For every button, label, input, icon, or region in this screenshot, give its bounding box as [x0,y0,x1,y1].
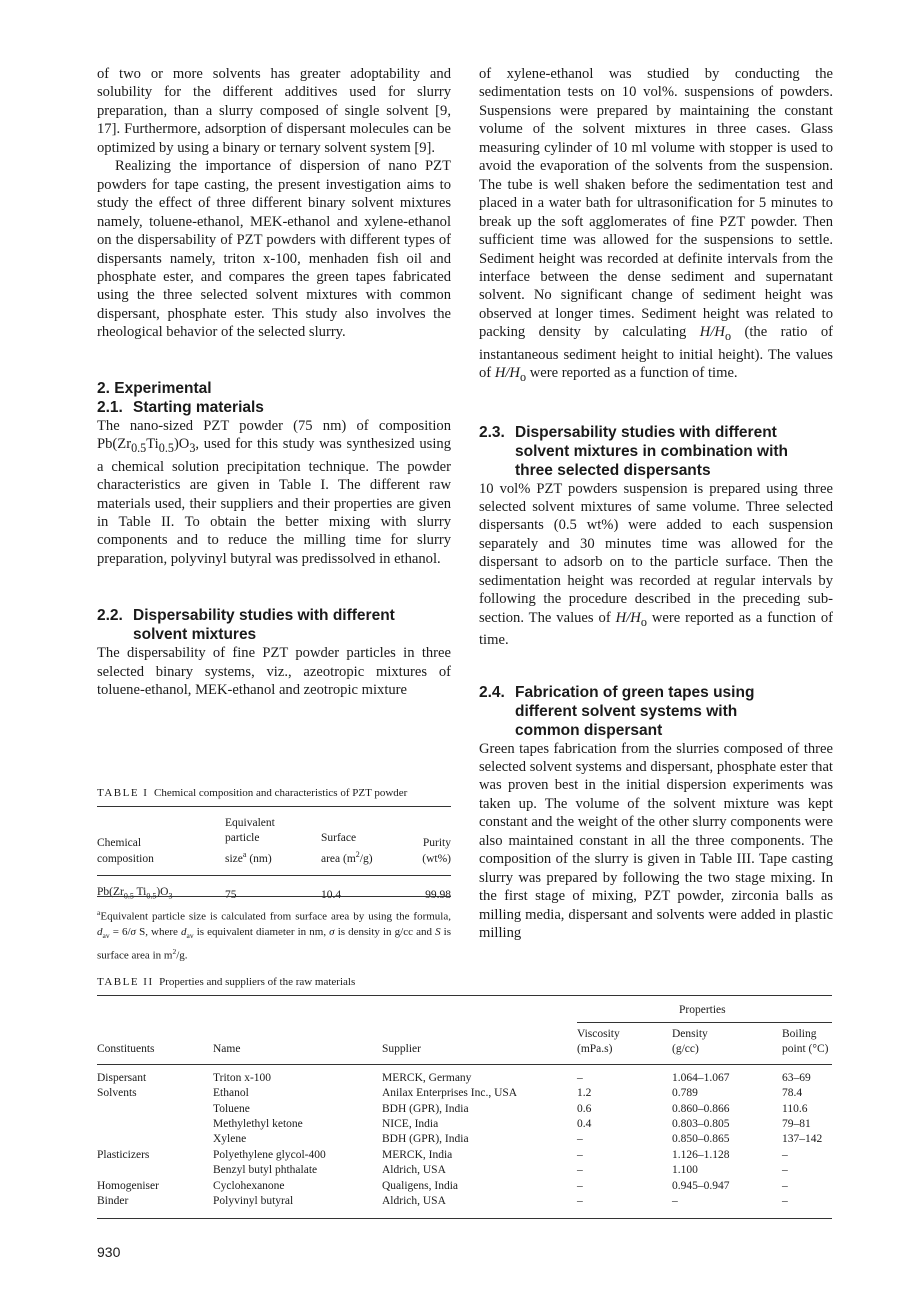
table-row [97,1163,832,1178]
table-cell: 79–81 [782,1118,811,1131]
table-cell: – [577,1133,583,1146]
table-cell: Polyethylene glycol-400 [213,1148,326,1161]
subsection-heading-2-3: 2.3. Dispersability studies with different solvent mixtures in combination with three selected dispersants [479,423,789,479]
table1-footnote: $^a$Equivalent particle size is calculated from surface area by using the formula, $d_{av} = 6/\sigma$ S, where $d_{av}$ is equivalent diameter in nm, σ is density in g/cc and S is surface area in $m^2/g$. [97,908,451,962]
table-cell: 99.98 [425,889,451,902]
table-cell: 137–142 [782,1133,823,1146]
table2-header-row [97,1027,832,1058]
right-column [479,65,833,942]
paragraph: 10 vol% PZT powders suspension is prepared using three selected solvent mixtures of same volume. Three selected dispersants (0.5 wt%) were added to each suspension separately and 30 minutes time was allowed for the dispersant to adsorb on to the particle surface. Then the sedimentation height was recorded at regular intervals by following the procedure described in the preceding sub-section. The values of $H/H_o$ were reported as a function of time. [479,480,833,649]
table-row [97,1102,832,1117]
ratio-expression: $H/H_o$ [494,365,527,385]
table-cell: – [782,1164,788,1177]
table-cell: 0.4 [577,1118,592,1131]
table-row [97,1179,832,1194]
table-cell: 75 [225,889,237,902]
table-cell: 1.064–1.067 [672,1071,730,1084]
table-row [97,1148,832,1163]
table-cell: Triton x-100 [213,1071,272,1084]
table-header: Density (g/cc) [672,1028,708,1056]
table-cell: – [577,1071,583,1084]
table-cell: Qualigens, India [382,1179,459,1192]
table-row [97,876,451,904]
table-row [97,1194,832,1209]
table-cell: Benzyl butyl phthalate [213,1164,318,1177]
table-cell: Methylethyl ketone [213,1118,303,1131]
table-header: Surface area $(m^2/g)$ [321,832,373,865]
table-header: Constituents [97,1043,155,1056]
table-cell: Polyvinyl butyral [213,1195,294,1208]
ratio-expression: $H/H_o$ [699,324,732,344]
subsection-heading-2-1: 2.1. Starting materials [97,398,264,416]
paragraph: The nano-sized PZT powder (75 nm) of composition $Pb(Zr_{0.5}Ti_{0.5})O_3$, used for this study was synthesized using a chemical solution precipitation technique. The powder characteristics are given in Table I. The different raw materials used, their suppliers and their properties are given in Table II. To obtain the better mixing with slurry components and to reduce the milling time for slurry preparation, polyvinyl butyral was predissolved in ethanol. [97,417,451,567]
paragraph: of xylene-ethanol was studied by conducting the sedimentation tests on 10 vol%. suspensions of powders. Suspensions were prepared by maintaining the constant volume of the solvent mixtures in three cases. Glass measuring cylinder of 10 ml volume with stopper is used to avoid the evaporation of the solvents from the suspension. The tube is well shaken before the sedimentation test and placed in a water bath for ultrasonification for 5 minutes to break up the soft agglomerates of fine PZT powder. Then sufficient time was allowed for the suspensions to settle. Sediment height was recorded at definite intervals from the interface between the dense sediment and supernatant solvent. No significant change of sediment height was observed at longer times. Sediment height was related to packing density by calculating $H/H_o$ (the ratio of instantaneous sediment height to initial height). The values of $H/H_o$ were reported as a function of time. [479,66,833,385]
table-cell: Plasticizers [97,1148,150,1161]
table-cell: – [782,1179,788,1192]
table-row [97,1132,832,1147]
table2-top-rule [97,995,832,996]
paragraph: Green tapes fabrication from the slurries composed of three selected solvent systems and dispersant, phosphate ester that was proven best in the initial dispersion experiments was taken up. The volume of the solvent mixture was kept constant and the weight of the other slurry components were also maintained constant in all the three components. The composition of the slurry is given in Table III. Tape casting slurry was prepared by following the two stage mixing. In the first stage of mixing, PZT powder, zirconia balls as milling media, dispersant and solvents were added in plastic milling [479,740,833,942]
table-header: Name [213,1043,241,1056]
table-header: Boiling point (°C) [782,1028,829,1056]
table-cell: – [577,1148,583,1161]
table-cell: 63–69 [782,1071,811,1084]
table-header: Purity (wt%) [422,837,451,865]
table-cell: 10.4 [321,889,342,902]
table-row [97,1071,832,1086]
table-cell: – [782,1195,788,1208]
table-cell: Aldrich, USA [382,1164,446,1177]
table1-top-rule [97,806,451,807]
table-cell: Ethanol [213,1087,249,1100]
table2-group-rule [577,1022,832,1023]
table-header: Supplier [382,1043,421,1056]
table-cell [97,1132,213,1147]
table2-group-header: Properties [679,1004,726,1016]
table1-bottom-rule [97,896,451,897]
page-number: 930 [97,1244,121,1260]
subsection-heading-2-2: 2.2. Dispersability studies with different solvent mixtures [97,607,395,644]
paragraph: of two or more solvents has greater adoptability and solubility for the different additives used for slurry preparation, than a slurry composed of single solvent [9, 17]. Furthermore, adsorption of dispersant molecules can be optimized by using a binary or ternary solvent system [9]. [97,66,451,156]
table-cell: – [577,1164,583,1177]
table-cell: 0.850–0.865 [672,1133,730,1146]
table-row [97,1086,832,1101]
table-header: Chemical composition [97,837,154,865]
table-cell: Solvents [97,1087,137,1100]
table1-caption: TABLE I Chemical composition and characteristics of PZT powder [97,787,408,799]
table-cell: Dispersant [97,1071,147,1084]
table-cell: Toluene [213,1102,250,1115]
table2-body [97,1071,832,1210]
section-heading-experimental: 2. Experimental [97,379,212,397]
table-cell: Cyclohexanone [213,1179,285,1192]
table-header: Equivalent particle size$^a$ (nm) [225,817,275,865]
table-cell: 0.860–0.866 [672,1102,730,1115]
table-row [97,1117,832,1132]
table-cell: Anilax Enterprises Inc., USA [382,1087,518,1100]
ratio-expression: $H/H_o$ [615,609,647,629]
table-header: Viscosity (mPa.s) [577,1028,620,1056]
table-cell: – [672,1195,678,1208]
paragraph: The dispersability of fine PZT powder particles in three selected binary systems, viz., azeotropic mixtures of toluene-ethanol, MEK-ethanol and zeotropic mixture [97,645,451,699]
table1 [97,816,451,904]
left-column [97,65,451,700]
table-cell: Aldrich, USA [382,1195,446,1208]
table-cell: 0.945–0.947 [672,1179,730,1192]
table-cell: BDH (GPR), India [382,1133,469,1146]
table-cell: $Pb(Zr_{0.5}$ $Ti_{0.5})O_3$ [97,886,173,901]
table1-header-row [97,816,451,867]
table-cell [97,1163,213,1178]
table-cell: 0.6 [577,1102,592,1115]
table-cell: – [577,1179,583,1192]
table-cell [97,1102,213,1117]
table2-bottom-rule [97,1218,832,1219]
table-cell: Xylene [213,1133,247,1146]
table-cell: 1.2 [577,1087,592,1100]
table-cell: 110.6 [782,1102,808,1115]
table-cell: 1.100 [672,1164,698,1177]
table-cell: MERCK, India [382,1148,453,1161]
table-cell: 1.126–1.128 [672,1148,730,1161]
table-cell: NICE, India [382,1118,439,1131]
paragraph: Realizing the importance of dispersion of nano PZT powders for tape casting, the present investigation aims to study the effect of three different binary solvent mixtures namely, toluene-ethanol, MEK-ethanol and xylene-ethanol on the dispersability of PZT powders with different types of dispersants namely, triton x-100, menhaden fish oil and phosphate ester, and compares the green tapes fabricated using the three selected solvent mixtures with common dispersant, phosphate ester. This study also involves the rheological behavior of the selected slurry. [97,158,451,341]
table2 [97,1027,832,1209]
table-cell [97,1117,213,1132]
table2-caption: TABLE II Properties and suppliers of the raw materials [97,976,356,988]
table-cell: 78.4 [782,1087,803,1100]
table-cell: 0.803–0.805 [672,1118,730,1131]
table-cell: 0.789 [672,1087,698,1100]
table-cell: Binder [97,1195,129,1208]
table-cell: MERCK, Germany [382,1071,472,1084]
subsection-heading-2-4: 2.4. Fabrication of green tapes using different solvent systems with common dispersant [479,683,755,739]
table-cell: – [782,1148,788,1161]
table-cell: Homogeniser [97,1179,159,1192]
table-cell: – [577,1195,583,1208]
table-cell: BDH (GPR), India [382,1102,469,1115]
